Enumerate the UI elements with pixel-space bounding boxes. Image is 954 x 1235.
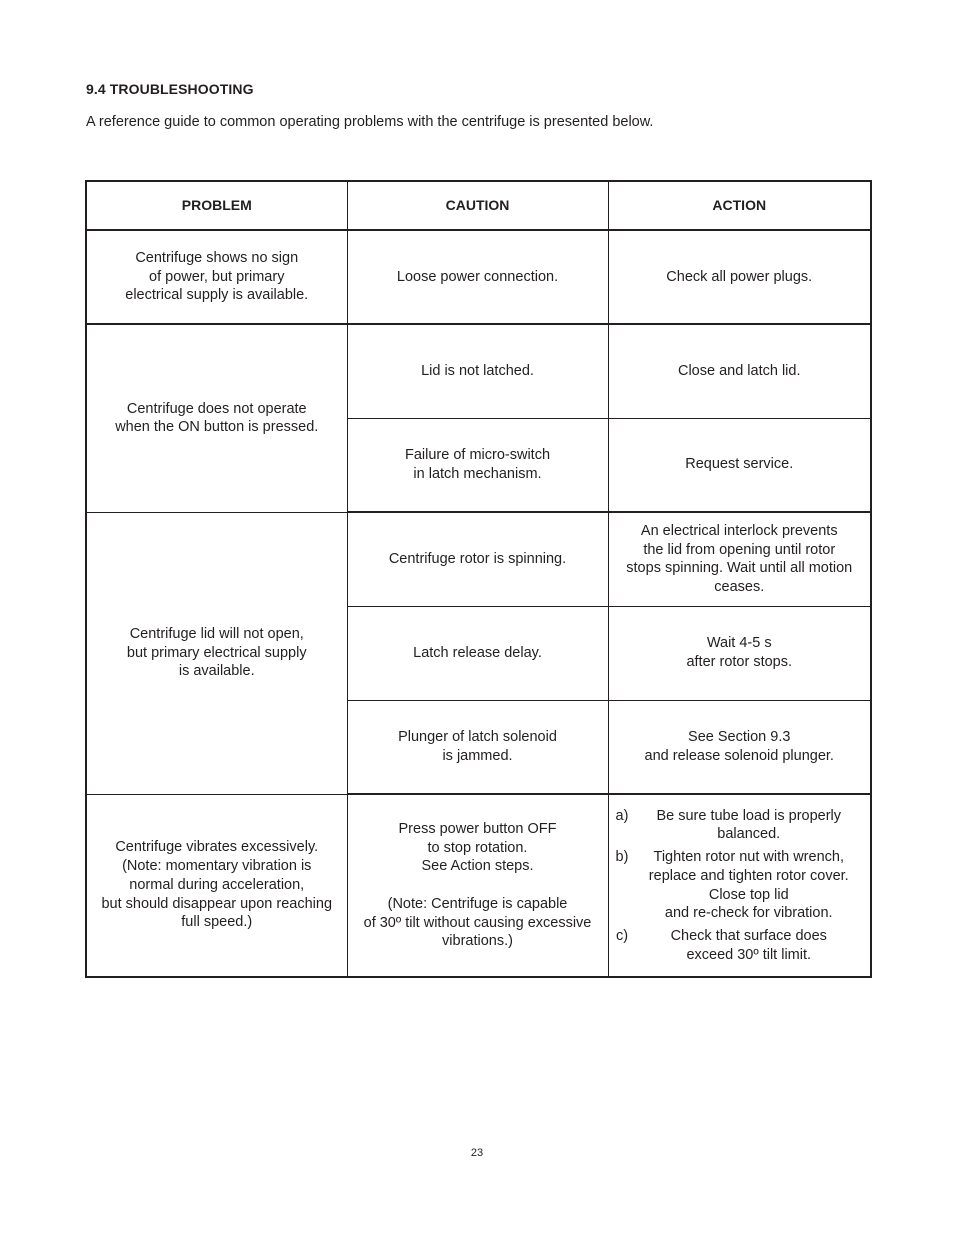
problem-line: Centrifuge shows no sign xyxy=(135,249,299,266)
problem-line: but primary electrical supply xyxy=(126,644,307,661)
action-cell xyxy=(608,418,871,512)
action-cell xyxy=(608,230,871,324)
problem-line: is available. xyxy=(178,663,255,680)
caution-cell xyxy=(347,418,608,512)
action-line: Wait 4-5 s xyxy=(706,635,772,652)
header-problem: PROBLEM xyxy=(86,181,347,230)
caution-cell xyxy=(347,606,608,700)
troubleshooting-table xyxy=(85,180,872,978)
action-line: and release solenoid plunger. xyxy=(644,747,834,764)
action-line: replace and tighten rotor cover. xyxy=(648,867,849,884)
caution-line: (Note: Centrifuge is capable xyxy=(387,895,568,912)
problem-line: electrical supply is available. xyxy=(125,287,309,304)
step-marker: b) xyxy=(615,849,629,866)
action-line: An electrical interlock prevents xyxy=(640,522,838,539)
caution-line: in latch mechanism. xyxy=(413,465,542,482)
action-line: exceed 30º tilt limit. xyxy=(686,946,812,963)
action-line: Tighten rotor nut with wrench, xyxy=(653,849,844,866)
action-line: Check that surface does xyxy=(670,927,827,944)
action-line: the lid from opening until rotor xyxy=(643,541,836,558)
problem-line: Centrifuge vibrates excessively. xyxy=(115,839,319,856)
caution-line: See Action steps. xyxy=(421,858,534,875)
action-step xyxy=(613,927,867,964)
action-line: Check all power plugs. xyxy=(666,268,813,285)
table-row xyxy=(86,324,871,418)
problem-line: full speed.) xyxy=(181,914,253,931)
action-line: balanced. xyxy=(717,826,781,843)
caution-line: Plunger of latch solenoid xyxy=(398,729,557,746)
problem-line: of power, but primary xyxy=(149,268,285,285)
header-caution: CAUTION xyxy=(347,181,608,230)
caution-line: Loose power connection. xyxy=(396,268,559,285)
action-line: after rotor stops. xyxy=(686,654,793,670)
caution-cell xyxy=(347,512,608,606)
problem-cell xyxy=(86,794,347,977)
action-line: Request service. xyxy=(685,456,794,473)
problem-line: when the ON button is pressed. xyxy=(115,419,319,436)
problem-cell xyxy=(86,512,347,794)
caution-line: vibrations.) xyxy=(442,933,513,950)
action-step xyxy=(613,807,867,844)
caution-line: Latch release delay. xyxy=(413,644,542,661)
caution-line: is jammed. xyxy=(442,747,513,764)
action-cell xyxy=(608,606,871,700)
action-cell xyxy=(608,324,871,418)
problem-line: (Note: momentary vibration is xyxy=(122,858,312,875)
action-line: See Section 9.3 xyxy=(688,729,791,746)
caution-cell xyxy=(347,324,608,418)
caution-line: of 30º tilt without causing excessive xyxy=(363,914,592,931)
section-heading: 9.4 TROUBLESHOOTING xyxy=(86,81,254,97)
problem-line: Centrifuge does not operate xyxy=(126,400,307,417)
action-line: Close and latch lid. xyxy=(677,362,801,379)
action-line: Close top lid xyxy=(708,886,789,903)
caution-cell xyxy=(347,700,608,794)
action-cell xyxy=(608,700,871,794)
problem-cell xyxy=(86,230,347,324)
caution-cell xyxy=(347,230,608,324)
table-header-row xyxy=(86,181,871,230)
action-step xyxy=(613,848,867,923)
action-line: ceases. xyxy=(714,578,765,595)
problem-line: normal during acceleration, xyxy=(129,876,305,893)
problem-line: Centrifuge lid will not open, xyxy=(129,625,304,642)
caution-cell xyxy=(347,794,608,977)
caution-line: Failure of micro-switch xyxy=(404,447,551,464)
problem-line: but should disappear upon reaching xyxy=(101,895,333,912)
caution-line: Press power button OFF xyxy=(398,821,557,838)
header-action: ACTION xyxy=(608,181,871,230)
caution-line: Lid is not latched. xyxy=(421,362,534,379)
action-cell xyxy=(608,794,871,977)
blank-line xyxy=(352,876,604,895)
problem-cell xyxy=(86,324,347,512)
action-cell xyxy=(608,512,871,606)
table-row xyxy=(86,512,871,606)
table-row xyxy=(86,794,871,977)
action-line: stops spinning. Wait until all motion xyxy=(626,560,853,577)
action-line: and re-check for vibration. xyxy=(664,905,833,922)
caution-line: to stop rotation. xyxy=(427,839,528,856)
intro-paragraph: A reference guide to common operating problems with the centrifuge is presented below. xyxy=(86,114,654,130)
table-row xyxy=(86,230,871,324)
page-number: 23 xyxy=(470,1147,484,1159)
action-line: Be sure tube load is properly xyxy=(656,807,842,824)
caution-line: Centrifuge rotor is spinning. xyxy=(388,550,567,567)
step-marker: a) xyxy=(615,807,629,824)
step-marker: c) xyxy=(615,927,629,944)
